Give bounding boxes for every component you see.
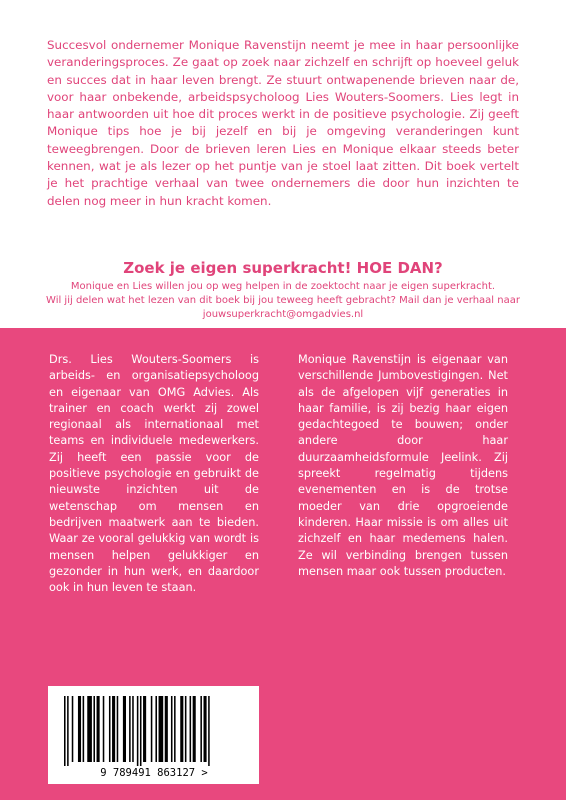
intro-paragraph: Succesvol ondernemer Monique Ravenstijn neemt je mee in haar persoonlijke veranderingsproces. Ze gaat op zoek naar zichzelf en schrijft op hoeveel geluk en succes dat in haar leven brengt. Ze stuurt ontwapenende brieven naar de, voor haar onbekende, arbeidspsycholoog Lies Wouters-Soomers. Lies legt in haar antwoorden uit hoe dit proces werkt in de positieve psychologie. Zij geeft Monique tips hoe je bij jezelf en bij je omgeving veranderingen kunt teweegbrengen. Door de brieven leren Lies en Monique elkaar steeds beter kennen, wat je als lezer op het puntje van je stoel laat zitten. Dit boek vertelt je het prachtige verhaal van twee ondernemers die door hun inzichten te delen nog meer in hun kracht komen. (47, 38, 519, 208)
cta-title: Zoek je eigen superkracht! HOE DAN? (123, 259, 443, 277)
cta-line-1: Monique en Lies willen jou op weg helpen in de zoektocht naar je eigen superkracht. (70, 281, 496, 292)
cta-line-2: Wil jij delen wat het lezen van dit boek bij jou teweeg heeft gebracht? Mail dan je verhaal naar jouwsuperkracht@omgadvies.nl (46, 295, 520, 320)
barcode (48, 686, 259, 784)
top-section (0, 0, 566, 328)
barcode-bars (64, 696, 210, 766)
barcode-digits: 9 789491 863127 > (100, 767, 208, 779)
author-bio-lies: Drs. Lies Wouters-Soomers is arbeids- en organisatiepsycholoog en eigenaar van OMG Advies. Als trainer en coach werkt zij zowel regionaal als internationaal met teams en individuele medewerkers. Zij heeft een passie voor de positieve psychologie en gebruikt de nieuwste inzichten uit de wetenschap om mensen en bedrijven maatwerk aan te bieden. Waar ze vooral gelukkig van wordt is mensen helpen gelukkiger en gezonder in hun werk, en daardoor ook in hun leven te staan. (49, 353, 259, 595)
cta-block (20, 258, 546, 322)
bottom-panel (0, 328, 566, 800)
barcode-graphic (48, 686, 259, 784)
author-bio-monique: Monique Ravenstijn is eigenaar van verschillende Jumbovestigingen. Net als de afgelopen vijf generaties in haar familie, is zij bezig haar eigen gedachtegoed te bouwen; onder andere door haar duurzaamheidsformule Jeelink. Zij spreekt regelmatig tijdens evenementen en is de trotse moeder van drie opgroeiende kinderen. Haar missie is om alles uit zichzelf en haar medemens halen. Ze wil verbinding brengen tussen mensen maar ook tussen producten. (298, 353, 508, 578)
